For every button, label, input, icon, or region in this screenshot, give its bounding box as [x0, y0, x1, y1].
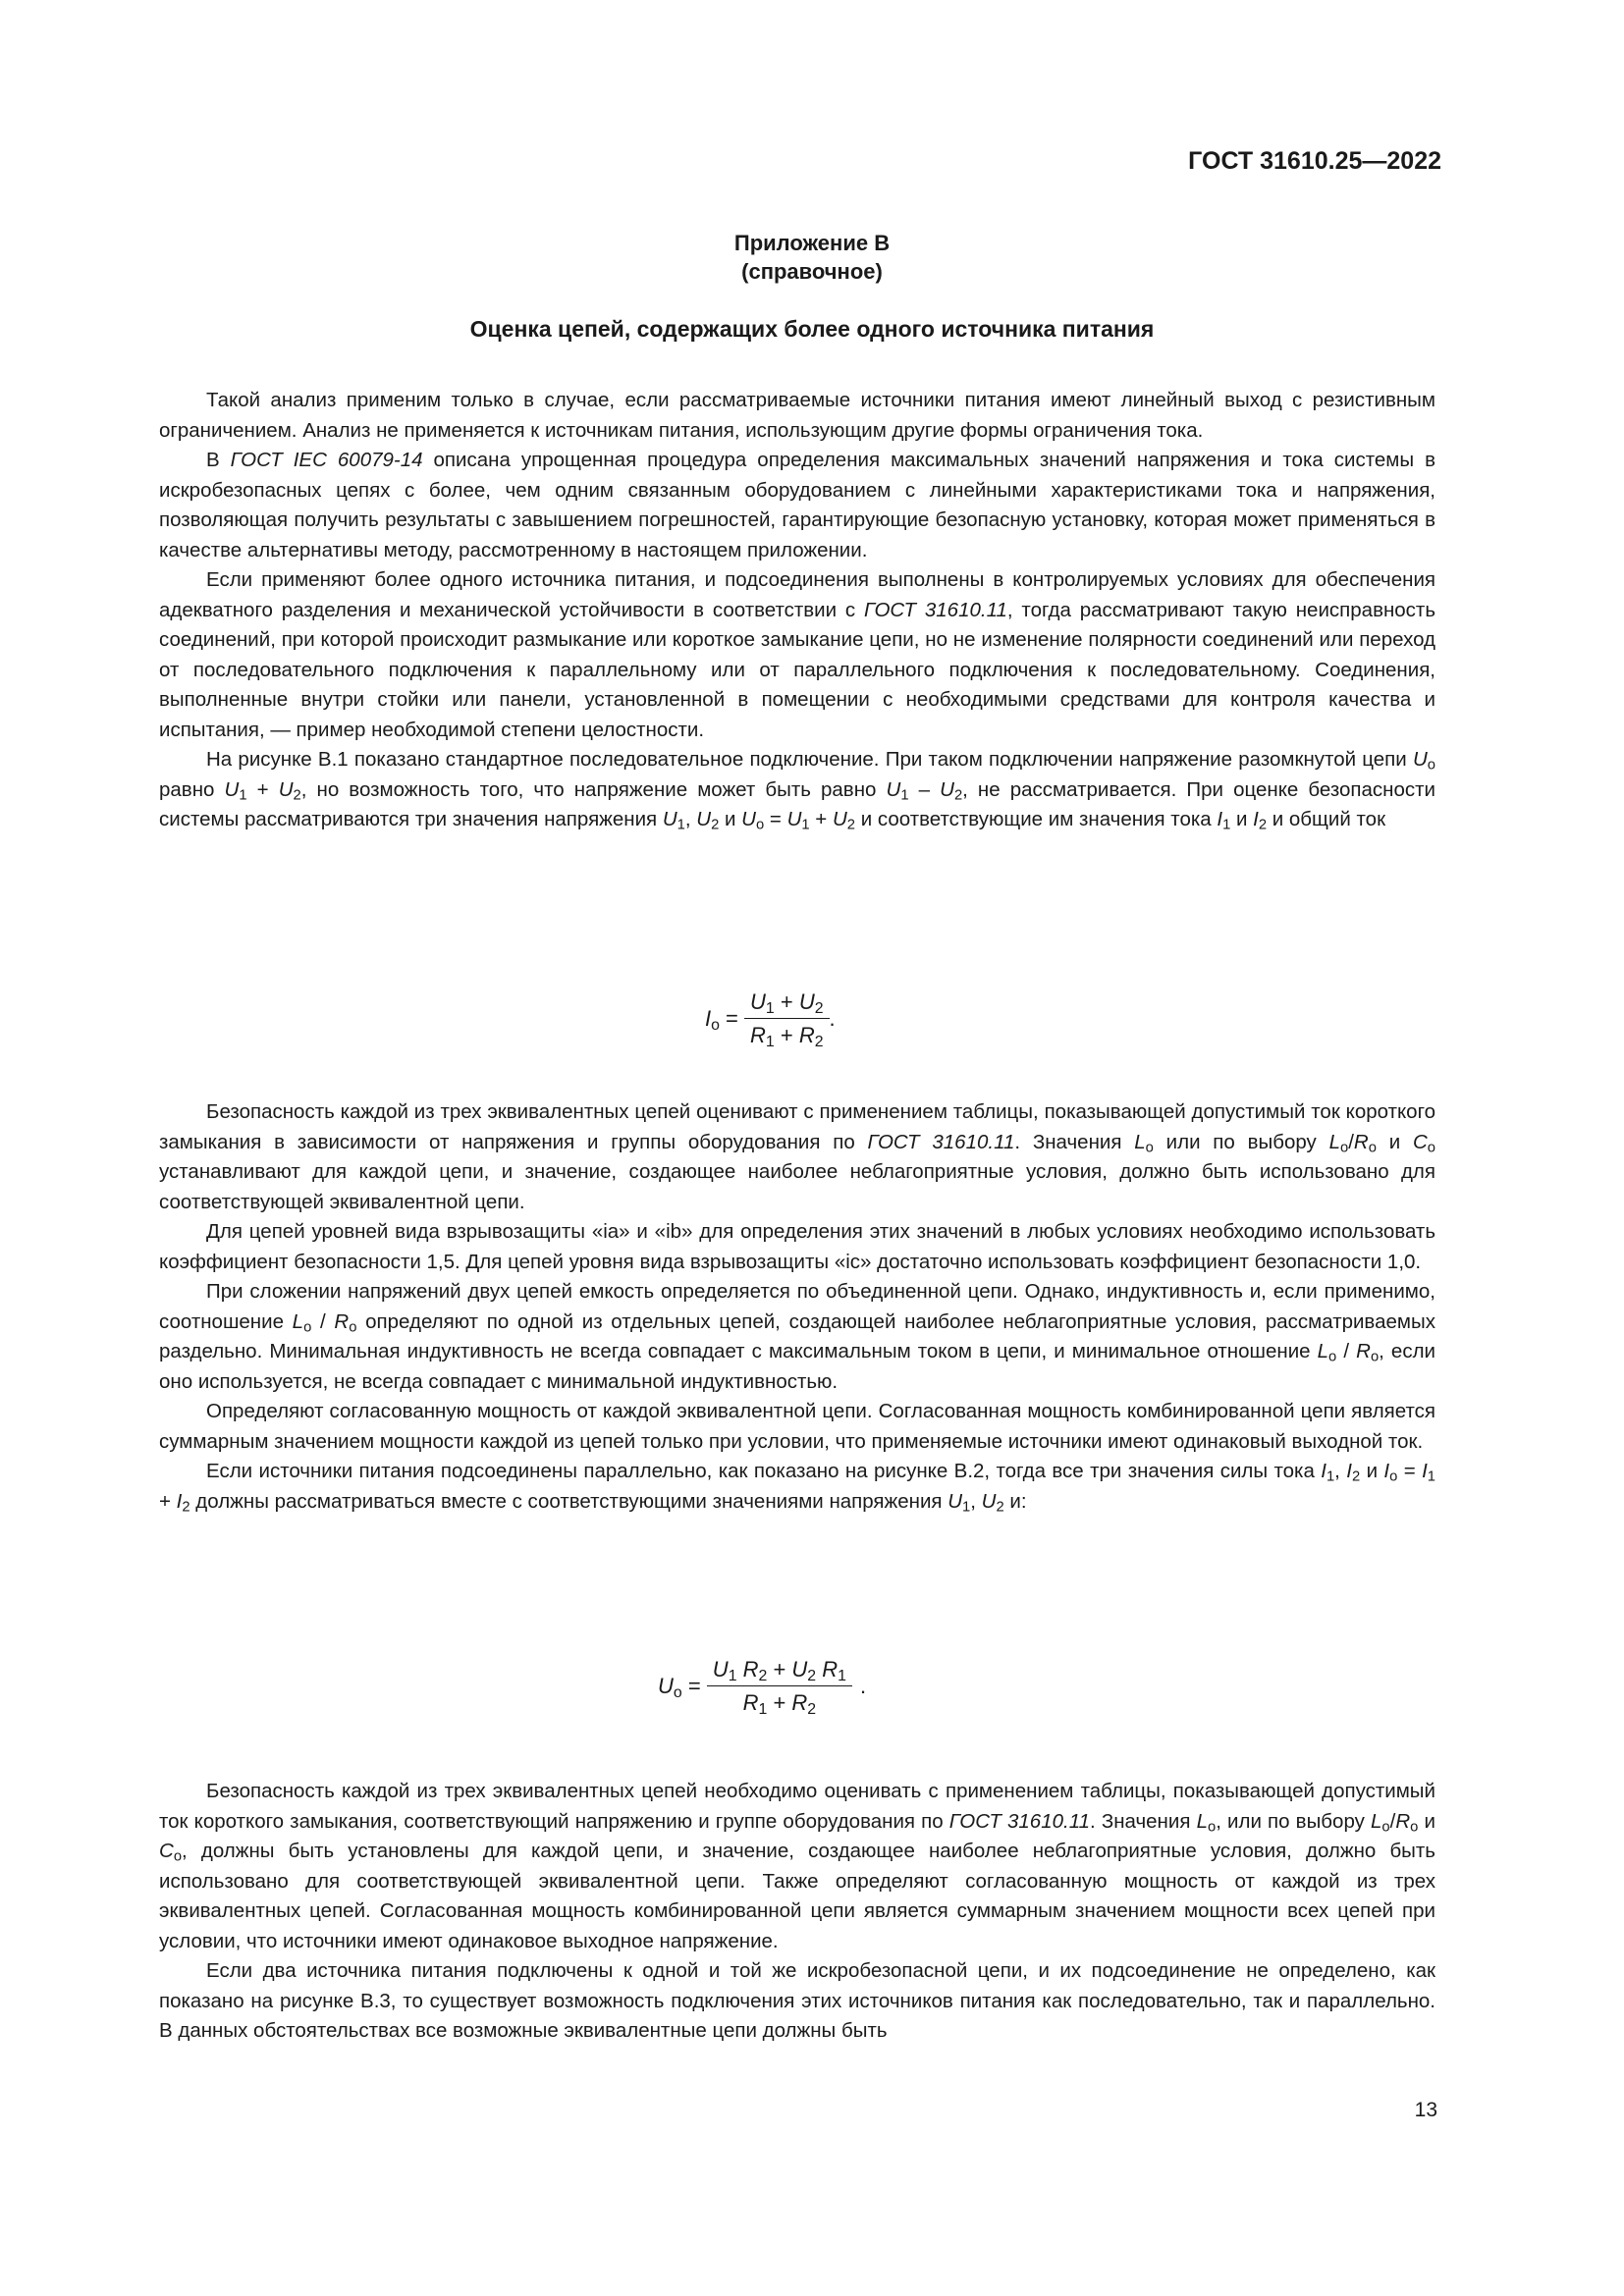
text-block-1 [159, 386, 1435, 835]
reference-link: ГОСТ 31610.11 [948, 1809, 1090, 1833]
annex-title: Приложение В [733, 231, 891, 255]
paragraph-8: Определяют согласованную мощность от каждой эквивалентной цепи. Согласованная мощность комбинированной цепи является суммарным значением мощности каждой из цепей только при условии, что применяемые источники имеют одинаковый выходной ток. [159, 1400, 1435, 1453]
paragraph-7: При сложении напряжений двух цепей емкость определяется по объединенной цепи. Однако, индуктивность и, если применимо, соотношение $L_o / R_o$ определяют по одной из отдельных цепей, создающей наиболее неблагоприятные условия, рассматриваемых раздельно. Минимальная индуктивность не всегда совпадает с максимальным током в цепи, и минимальное отношение $L_o / R_o$, если оно используется, не всегда совпадает с минимальной индуктивностью. [159, 1280, 1435, 1393]
fraction: $\frac{U_1 + U_2}{R_1 + R_2}$ [744, 989, 829, 1048]
fraction: $\frac{U_1 R_2 + U_2 R_1}{R_1 + R_2}$ [707, 1657, 852, 1716]
paragraph-10: Безопасность каждой из трех эквивалентных цепей необходимо оценивать с применением таблицы, показывающей допустимый ток короткого замыкания, соответствующий напряжению и группе оборудования по ГОСТ 31610.11. Значения $L_o$, или по выбору $L_o/R_o$ и $C_o$, должны быть установлены для каждой цепи, и значение, создающее наиболее неблагоприятные условия, должно быть использовано для соответствующей эквивалентной цепи. Также определяют согласованную мощность от каждой из трех эквивалентных цепей. Согласованная мощность комбинированной цепи является суммарным значением мощности всех цепей при условии, что источники имеют одинаковое выходное напряжение. [159, 1780, 1435, 1952]
page-number: 13 [1414, 2099, 1437, 2121]
reference-link: ГОСТ 31610.11 [867, 1130, 1015, 1153]
formula-1: $I_o$ = $\frac{U_1 + U_2}{R_1 + R_2}$ . [705, 989, 836, 1050]
paragraph-5: Безопасность каждой из трех эквивалентных цепей оценивают с применением таблицы, показывающей допустимый ток короткого замыкания в зависимости от напряжения и группы оборудования по ГОСТ 31610.11. Значения $L_o$ или по выбору $L_o/R_o$ и $C_o$ устанавливают для каждой цепи, и значение, создающее наиболее неблагоприятные условия, должно быть использовано для соответствующей эквивалентной цепи. [159, 1100, 1435, 1213]
paragraph-2: В ГОСТ IEC 60079-14 описана упрощенная процедура определения максимальных значений напряжения и тока системы в искробезопасных цепях с более, чем одним связанным оборудованием с линейными характеристиками тока и напряжения, позволяющая получить результаты с завышением погрешностей, гарантирующие безопасную установку, которая может применяться в качестве альтернативы методу, рассмотренному в настоящем приложении. [159, 449, 1435, 561]
paragraph-4: На рисунке В.1 показано стандартное последовательное подключение. При таком подключении напряжение разомкнутой цепи $U_o$ равно $U_1 + U_2$, но возможность того, что напряжение может быть равно $U_1 - U_2$, не рассматривается. При оценке безопасности системы рассматриваются три значения напряжения $U_1$, $U_2$ и $U_o = U_1 + U_2$ и соответствующие им значения тока $I_1$ и $I_2$ и общий ток [159, 748, 1435, 833]
reference-link: ГОСТ 31610.11 [863, 598, 1007, 621]
section-title: Оценка цепей, содержащих более одного источника питания [469, 316, 1155, 342]
annex-type: (справочное) [741, 259, 883, 284]
paragraph-9: Если источники питания подсоединены параллельно, как показано на рисунке В.2, тогда все три значения силы тока $I_1$, $I_2$ и $I_o = I_1 + I_2$ должны рассматриваться вместе с соответствующими значениями напряжения $U_1$, $U_2$ и: [159, 1460, 1435, 1516]
reference-link: ГОСТ IEC 60079-14 [230, 449, 423, 471]
paragraph-6: Для цепей уровней вида взрывозащиты «ia» и «ib» для определения этих значений в любых условиях необходимо использовать коэффициент безопасности 1,5. Для цепей уровня вида взрывозащиты «ic» достаточно использовать коэффициент безопасности 1,0. [159, 1220, 1435, 1273]
paragraph-3: Если применяют более одного источника питания, и подсоединения выполнены в контролируемых условиях для обеспечения адекватного разделения и механической устойчивости в соответствии с ГОСТ 31610.11, тогда рассматривают такую неисправность соединений, при которой происходит размыкание или короткое замыкание цепи, но не изменение полярности соединений или переход от последовательного подключения к параллельному или от параллельного подключения к последовательному. Соединения, выполненные внутри стойки или панели, установленной в помещении с необходимыми средствами для контроля качества и испытания, — пример необходимой степени целостности. [159, 568, 1435, 741]
text-block-3 [159, 1777, 1435, 2047]
formula-2: $U_o$ = $\frac{U_1 R_2 + U_2 R_1}{R_1 + R_2}$ . [658, 1657, 867, 1718]
standard-id: ГОСТ 31610.25—2022 [1188, 147, 1441, 175]
annex-heading [0, 229, 1624, 286]
text-block-2 [159, 1097, 1435, 1517]
paragraph-1: Такой анализ применим только в случае, если рассматриваемые источники питания имеют линейный выход с резистивным ограничением. Анализ не применяется к источникам питания, использующим другие формы ограничения тока. [159, 389, 1435, 442]
paragraph-11: Если два источника питания подключены к одной и той же искробезопасной цепи, и их подсоединение не определено, как показано на рисунке В.3, то существует возможность подключения этих источников питания как последовательно, так и параллельно. В данных обстоятельствах все возможные эквивалентные цепи должны быть [159, 1959, 1435, 2042]
